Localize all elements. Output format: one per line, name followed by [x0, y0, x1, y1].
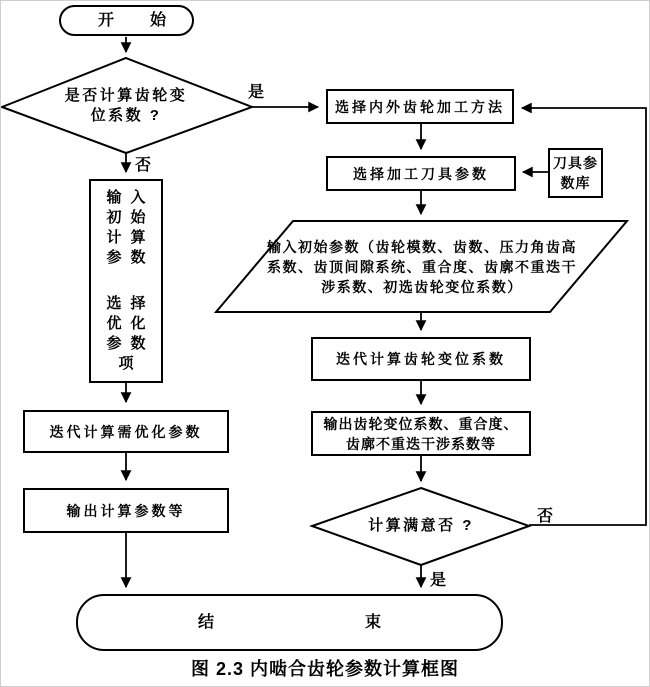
- end-terminator: [76, 594, 503, 651]
- start-terminator: [59, 5, 194, 36]
- start-label: 开 始: [98, 11, 169, 29]
- label-no-bottom: 否: [537, 508, 554, 525]
- select-machining-method-box: 选择内外齿轮加工方法: [326, 89, 514, 124]
- output-shift-results-box: [311, 411, 531, 456]
- output-params-box: 输出计算参数等: [23, 488, 229, 533]
- decision-calc-shift-text: 是否计算齿轮变 位系数 ?: [64, 87, 188, 124]
- decision-satisfied-text: 计算满意否 ?: [368, 517, 474, 534]
- output-shift-results-text: 输出齿轮变位系数、重合度、 齿廓不重迭干涉系数等: [323, 415, 519, 452]
- select-tool-params-box: 选择加工刀具参数: [326, 156, 516, 191]
- iterate-shift-coefficient-box: 迭代计算齿轮变位系数: [311, 337, 531, 381]
- label-yes-bottom: 是: [430, 572, 447, 589]
- label-yes-top: 是: [248, 84, 265, 101]
- input-params-parallelogram-text: 输入初始参数（齿轮模数、齿数、压力角齿高 系数、齿顶间隙系统、重合度、齿廓不重迭干 涉系数、初选齿轮变位系数）: [267, 239, 577, 295]
- input-initial-params-text: 输 入 初 始 计 算 参 数 选 择 优 化 参 数 项: [106, 189, 146, 372]
- tool-db-box: 刀具参数库: [548, 148, 603, 198]
- label-no-top: 否: [135, 157, 152, 174]
- input-initial-params-box: [89, 179, 163, 383]
- end-label: 结 束: [198, 613, 384, 631]
- figure-caption: 图 2.3 内啮合齿轮参数计算框图: [190, 659, 460, 679]
- iterate-optimize-box: 迭代计算需优化参数: [23, 410, 229, 453]
